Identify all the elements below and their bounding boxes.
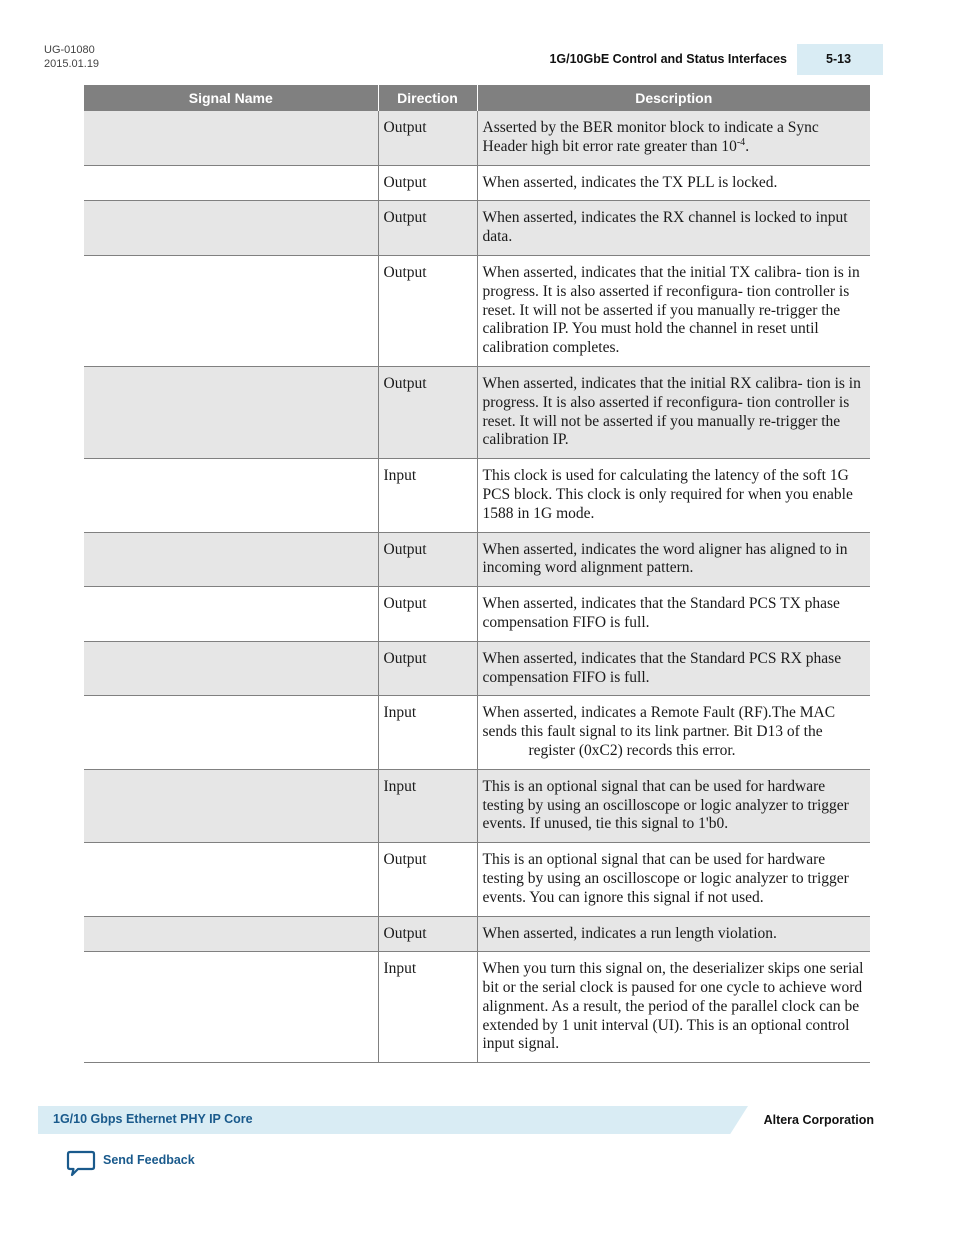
column-header-direction: Direction (378, 85, 477, 111)
table-header-row (84, 85, 870, 111)
signal-name-cell (84, 459, 378, 532)
doc-number: UG-01080 (44, 44, 95, 56)
description-text: Asserted by the BER monitor block to indicate a Sync Header high bit error rate greater than 10 (482, 119, 819, 155)
description-cell: This clock is used for calculating the latency of the soft 1G PCS block. This clock is only required for when you enable 1588 in 1G mode. (477, 459, 870, 532)
direction-cell: Output (378, 587, 477, 642)
description-cell: This is an optional signal that can be used for hardware testing by using an oscilloscope or logic analyzer to trigger events. If unused, tie this signal to 1'b0. (477, 769, 870, 842)
table-row (84, 201, 870, 256)
table-row (84, 696, 870, 769)
signal-name-cell (84, 843, 378, 916)
direction-cell: Output (378, 641, 477, 696)
table-row (84, 916, 870, 952)
direction-cell: Output (378, 111, 477, 165)
exponent: -4 (736, 136, 746, 148)
signal-table (84, 85, 870, 1063)
direction-cell: Input (378, 459, 477, 532)
description-cell (477, 111, 870, 165)
description-cell: When you turn this signal on, the deserializer skips one serial bit or the serial clock is paused for one cycle to achieve word alignment. As a result, the period of the parallel clock can be extended by 1 unit interval (UI). This is an optional control input signal. (477, 952, 870, 1063)
signal-name-cell (84, 165, 378, 201)
signal-name-cell (84, 696, 378, 769)
direction-cell: Input (378, 952, 477, 1063)
description-cell: When asserted, indicates that the initial TX calibra- tion is in progress. It is also asserted if reconfigura- tion controller is reset. It will not be asserted if you manually re-trigger the calibration IP. You must hold the channel in reset until calibration completes. (477, 255, 870, 366)
table-row (84, 587, 870, 642)
direction-cell: Output (378, 366, 477, 458)
description-cell: This is an optional signal that can be used for hardware testing by using an oscilloscope or logic analyzer to trigger events. You can ignore this signal if not used. (477, 843, 870, 916)
description-cell: When asserted, indicates the word aligner has aligned to in incoming word alignment pattern. (477, 532, 870, 587)
signal-name-cell (84, 952, 378, 1063)
direction-cell: Output (378, 843, 477, 916)
description-cell: When asserted, indicates the TX PLL is locked. (477, 165, 870, 201)
description-suffix: . (745, 137, 750, 155)
signal-name-cell (84, 769, 378, 842)
description-cell (477, 696, 870, 769)
direction-cell: Output (378, 916, 477, 952)
column-header-signal-name: Signal Name (84, 85, 378, 111)
table-row (84, 111, 870, 165)
table-row (84, 165, 870, 201)
signal-name-cell (84, 201, 378, 256)
direction-cell: Output (378, 201, 477, 256)
column-header-description: Description (477, 85, 870, 111)
doc-date: 2015.01.19 (44, 58, 100, 70)
table-row (84, 952, 870, 1063)
signal-name-cell (84, 255, 378, 366)
description-text: When asserted, indicates a Remote Fault (RF).The MAC sends this fault signal to its link partner. Bit D13 of the (482, 704, 836, 741)
doc-id-block (44, 43, 99, 71)
table-row (84, 366, 870, 458)
direction-cell: Input (378, 696, 477, 769)
table-row (84, 459, 870, 532)
signal-name-cell (84, 587, 378, 642)
table-row (84, 843, 870, 916)
footer-company: Altera Corporation (763, 1113, 874, 1127)
signal-name-cell (84, 111, 378, 165)
table-row (84, 641, 870, 696)
direction-cell: Output (378, 165, 477, 201)
description-cell: When asserted, indicates that the Standard PCS TX phase compensation FIFO is full. (477, 587, 870, 642)
description-cell: When asserted, indicates the RX channel is locked to input data. (477, 201, 870, 256)
section-title: 1G/10GbE Control and Status Interfaces (549, 52, 787, 66)
table-row (84, 532, 870, 587)
footer-product-title: 1G/10 Gbps Ethernet PHY IP Core (53, 1112, 253, 1126)
table-row (84, 255, 870, 366)
direction-cell: Output (378, 532, 477, 587)
signal-name-cell (84, 532, 378, 587)
signal-name-cell (84, 366, 378, 458)
description-cell: When asserted, indicates that the initial RX calibra- tion is in progress. It is also asserted if reconfigura- tion controller is reset. It will not be asserted if you manually re-trigger the calibration IP. (477, 366, 870, 458)
signal-name-cell (84, 641, 378, 696)
direction-cell: Output (378, 255, 477, 366)
description-cell: When asserted, indicates a run length violation. (477, 916, 870, 952)
send-feedback-label[interactable]: Send Feedback (103, 1153, 195, 1167)
description-continuation: register (0xC2) records this error. (528, 741, 736, 759)
page-number: 5-13 (797, 44, 883, 75)
description-cell: When asserted, indicates that the Standard PCS RX phase compensation FIFO is full. (477, 641, 870, 696)
speech-bubble-icon (66, 1150, 96, 1178)
signal-name-cell (84, 916, 378, 952)
direction-cell: Input (378, 769, 477, 842)
table-row (84, 769, 870, 842)
